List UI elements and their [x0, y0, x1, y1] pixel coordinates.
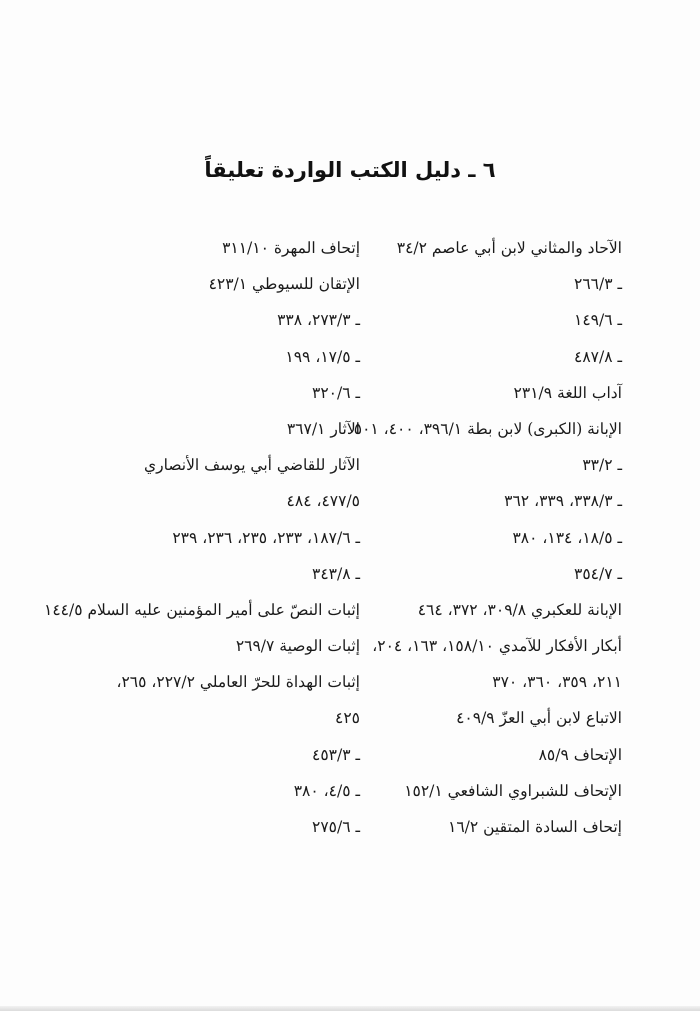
- index-entry: ٤٢٥: [335, 709, 360, 728]
- index-entry: آداب اللغة ٢٣١/٩: [513, 383, 622, 402]
- index-column-right: [352, 230, 622, 845]
- index-entry: إتحاف السادة المتقين ١٦/٢: [448, 818, 622, 836]
- index-entry: إثبات الهداة للحرّ العاملي ٢٢٧/٢، ٢٦٥،: [116, 673, 360, 692]
- index-entry: ـ ٢٦٦/٣: [574, 275, 622, 294]
- index-entry: ـ ٣٣٨/٣، ٣٣٩، ٣٦٢: [504, 492, 622, 511]
- index-entry: الإبانة للعكبري ٣٠٩/٨، ٣٧٢، ٤٦٤: [417, 600, 622, 619]
- index-entry: ـ ١٤٩/٦: [574, 311, 622, 330]
- index-entry: الإبانة (الكبرى) لابن بطة ٣٩٦/١، ٤٠٠، ٥٠١: [353, 419, 622, 438]
- page-bottom-edge: [0, 1006, 700, 1011]
- index-entry: ـ ١٨/٥، ١٣٤، ٣٨٠: [512, 528, 622, 547]
- index-entry: ـ ٢٧٥/٦: [312, 818, 360, 836]
- index-entry: ـ ٤٨٧/٨: [574, 347, 622, 366]
- index-entry: أبكار الأفكار للآمدي ١٥٨/١٠، ١٦٣، ٢٠٤،: [372, 637, 622, 656]
- index-entry: ـ ٢٧٣/٣، ٣٣٨: [277, 311, 360, 330]
- index-entry: الآثار ٣٦٧/١: [286, 419, 360, 438]
- index-entry: إتحاف المهرة ٣١١/١٠: [222, 239, 360, 257]
- index-entry: الآثار للقاضي أبي يوسف الأنصاري: [143, 456, 360, 475]
- index-entry: ـ ٤٥٣/٣: [312, 745, 360, 764]
- index-entry: الآحاد والمثاني لابن أبي عاصم ٣٤/٢: [396, 239, 622, 257]
- index-entry: ـ ٤/٥، ٣٨٠: [293, 781, 360, 800]
- page-title: ٦ ـ دليل الكتب الواردة تعليقاً: [204, 158, 496, 182]
- index-entry: ـ ١٨٧/٦، ٢٣٣، ٢٣٥، ٢٣٦، ٢٣٩: [172, 528, 360, 547]
- index-entry: الاتباع لابن أبي العزّ ٤٠٩/٩: [456, 709, 622, 728]
- index-entry: ٤٧٧/٥، ٤٨٤: [286, 492, 360, 511]
- index-entry: ـ ٣٣/٢: [582, 456, 622, 475]
- index-entry: ـ ١٧/٥، ١٩٩: [285, 347, 360, 366]
- index-column-left: [44, 230, 360, 845]
- index-entry: ـ ٣٥٤/٧: [574, 564, 622, 583]
- index-entry: إثبات الوصية ٢٦٩/٧: [235, 637, 360, 656]
- index-entry: الإتحاف ٨٥/٩: [538, 745, 622, 764]
- index-entry: إثبات النصّ على أمير المؤمنين عليه السلام ١٤٤/٥: [44, 600, 360, 619]
- index-entry: الإتقان للسيوطي ٤٢٣/١: [208, 275, 360, 294]
- index-entry: ـ ٣٢٠/٦: [312, 383, 360, 402]
- index-entry: الإتحاف للشبراوي الشافعي ١٥٢/١: [404, 781, 622, 800]
- index-entry: ٢١١، ٣٥٩، ٣٦٠، ٣٧٠: [492, 673, 622, 692]
- index-entry: ـ ٣٤٣/٨: [312, 564, 360, 583]
